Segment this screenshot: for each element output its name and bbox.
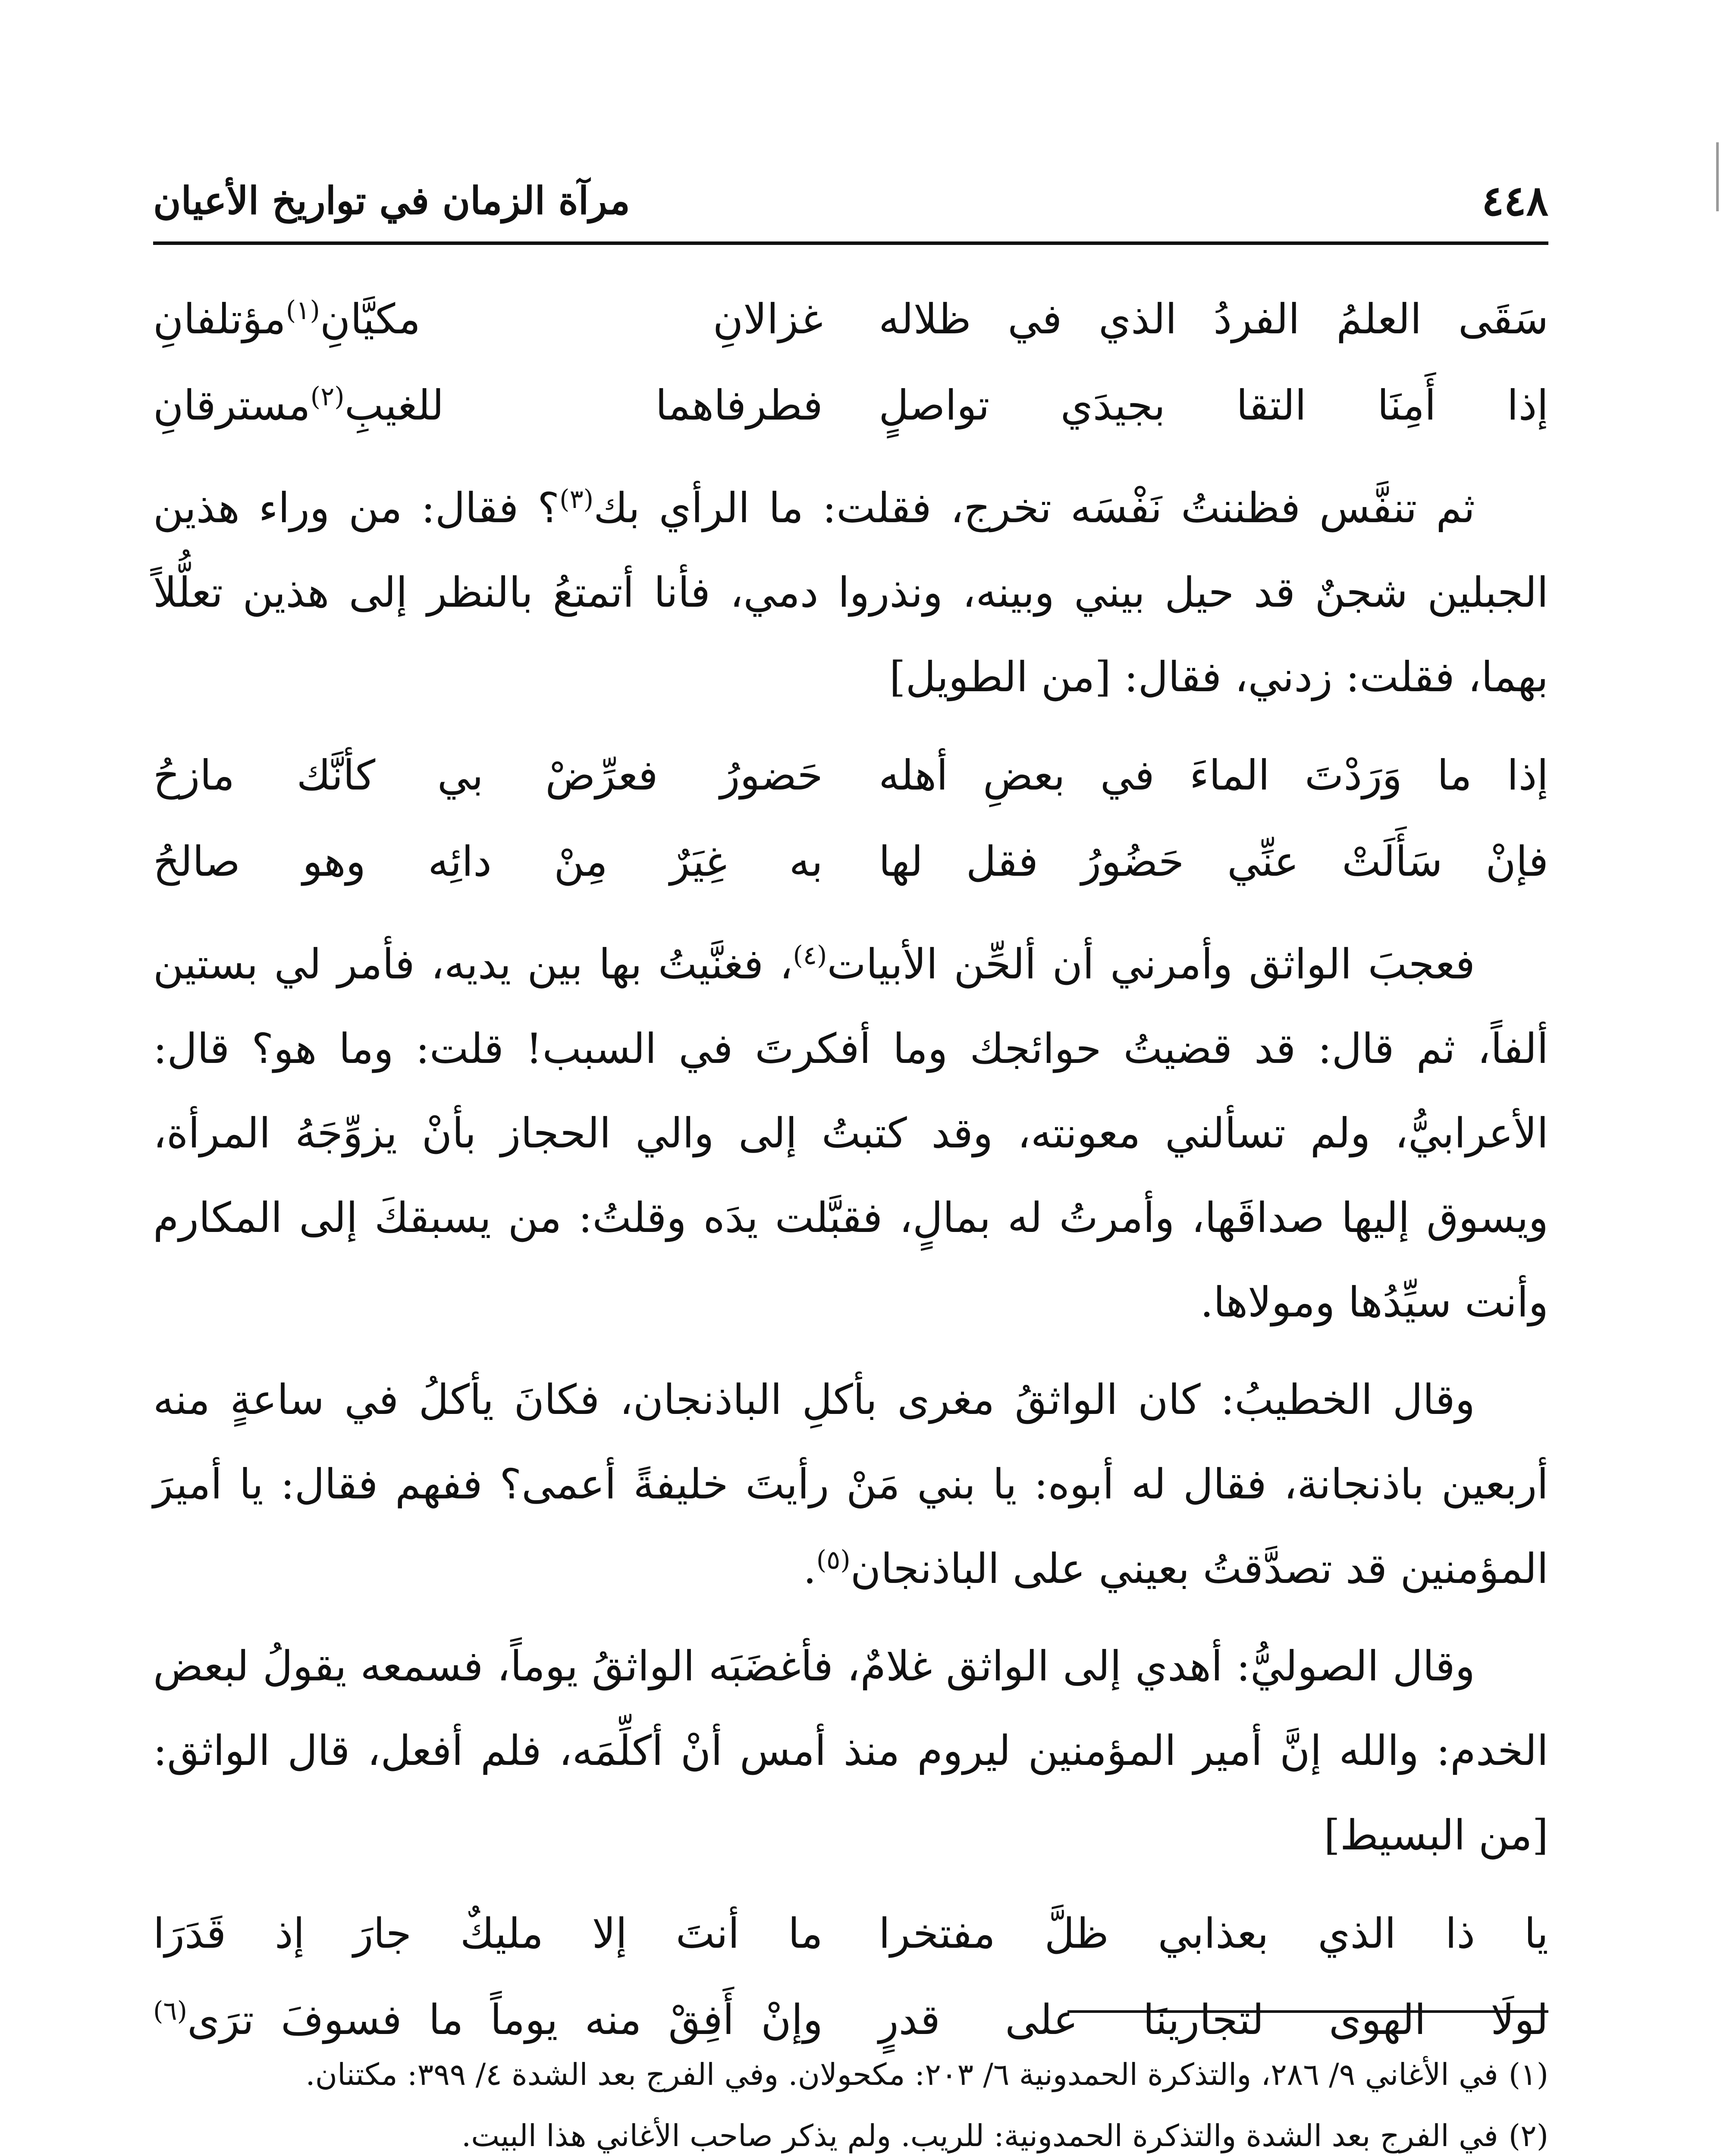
verse-second-hemistich: حَضورُ فعرِّضْ بي كأنَّك مازحُ: [153, 751, 823, 799]
verse-line: [153, 1890, 1548, 1977]
poem-couplets-1: [153, 276, 1548, 448]
paragraph-4: [153, 1624, 1548, 1877]
footnote-ref-3[interactable]: (٣): [559, 484, 594, 514]
verse-line: [153, 362, 1548, 448]
verse-first-hemistich: إذا أَمِنَا التقا بجيدَي تواصلٍ: [879, 381, 1548, 429]
verse-text: وإنْ أَفِقْ منه يوماً ما فسوفَ ترَى: [187, 1996, 823, 2044]
paragraph-text: وقال الخطيبُ: كان الواثقُ مغرى بأكلِ الباذنجان، فكانَ يأكلُ في ساعةٍ منه أربعين باذنجانة، فقال له أبوه: يا بني مَنْ رأيتَ خليفةً أعمى؟ ففهم فقال: يا أميرَ المؤمنين قد تصدَّقتُ بعيني على الباذنجان: [153, 1376, 1549, 1593]
footnote-ref-1[interactable]: (١): [286, 295, 320, 326]
paragraph-2: [153, 922, 1548, 1344]
footnote-item: [153, 2044, 1548, 2105]
verse-second-hemistich: [153, 276, 823, 362]
paragraph-text: ، فغنَّيتُ بها بين يديه، فأمر لي بستين ألفاً، ثم قال: قد قضيتُ حوائجك وما أفكرتَ في السبب! قلت: وما هو؟ قال: الأعرابيُّ، ولم تسألني معونته، وقد كتبتُ إلى والي الحجاز بأنْ يزوِّجَهُ المرأة، ويسوق إليها صداقَها، وأمرتُ له بمالٍ، فقبَّلت يدَه وقلتُ: من يسبقكَ إلى المكارم وأنت سيِّدُها ومولاها.: [153, 940, 1549, 1326]
footnote-number: (١): [1508, 2057, 1548, 2092]
footnote-divider: [1067, 2010, 1548, 2013]
verse-first-hemistich: إذا ما وَرَدْتَ الماءَ في بعضِ أهله: [879, 751, 1548, 799]
verse-line: [153, 818, 1548, 905]
paragraph-text: ؟ فقال: من وراء هذين الجبلين شجنٌ قد حيل بيني وبينه، ونذروا دمي، فأنا أتمتعُ بالنظر إلى هذين تعلُّلاً بهما، فقلت: زدني، فقال: [من الطويل]: [153, 484, 1549, 701]
body-text: [153, 267, 1548, 2080]
book-title: مرآة الزمان في تواريخ الأعيان: [153, 178, 630, 223]
footnotes: [153, 2044, 1548, 2156]
poem-couplets-3: [153, 1890, 1548, 2063]
verse-line: [153, 732, 1548, 818]
footnote-ref-4[interactable]: (٤): [793, 940, 827, 971]
paragraph-text: .: [803, 1545, 816, 1593]
verse-second-hemistich: به غِيَرٌ مِنْ دائِه وهو صالحُ: [153, 837, 823, 886]
verse-text: فطرفاهما للغيبِ: [344, 381, 823, 429]
verse-second-hemistich: [153, 362, 823, 448]
verse-text: مؤتلفانِ: [153, 295, 286, 343]
paragraph-3: [153, 1357, 1548, 1611]
verse-first-hemistich: سَقَى العلمُ الفردُ الذي في ظلاله: [879, 295, 1548, 343]
verse-text: مسترقانِ: [153, 381, 311, 429]
verse-first-hemistich: يا ذا الذي بعذابي ظلَّ مفتخرا: [879, 1909, 1548, 1958]
footnote-ref-2[interactable]: (٢): [310, 382, 345, 412]
page-number: ٤٤٨: [1482, 176, 1548, 225]
verse-second-hemistich: ما أنتَ إلا مليكٌ جارَ إذ قَدَرَا: [153, 1909, 823, 1958]
scan-mark-top: [1716, 142, 1719, 211]
verse-first-hemistich: لولَا الهوى لتجارينَا على قدرٍ: [879, 1996, 1548, 2044]
verse-line: [153, 276, 1548, 362]
footnote-text: في الأغاني ٩/ ٢٨٦، والتذكرة الحمدونية ٦/ ٢٠٣: مكحولان. وفي الفرج بعد الشدة ٤/ ٣٩٩: مكتنان.: [305, 2057, 1498, 2092]
paragraph-text: وقال الصوليُّ: أهدي إلى الواثق غلامٌ، فأغضَبَه الواثقُ يوماً، فسمعه يقولُ لبعض الخدم: والله إنَّ أمير المؤمنين ليروم منذ أمس أنْ أكلِّمَه، فلم أفعل، قال الواثق: [من البسيط]: [153, 1642, 1548, 1859]
paragraph-text: فعجبَ الواثق وأمرني أن ألحِّن الأبيات: [827, 940, 1475, 988]
footnote-ref-6[interactable]: (٦): [153, 1996, 188, 2026]
verse-text: غزالانِ مكيَّانِ: [320, 295, 823, 343]
footnote-ref-5[interactable]: (٥): [816, 1545, 851, 1575]
verse-first-hemistich: فإنْ سَأَلَتْ عنِّي حَضُورُ فقل لها: [879, 837, 1548, 886]
footnote-number: (٢): [1508, 2118, 1548, 2153]
running-header: [153, 168, 1548, 245]
footnote-item: [153, 2105, 1548, 2156]
footnote-text: في الفرج بعد الشدة والتذكرة الحمدونية: للريب. ولم يذكر صاحب الأغاني هذا البيت.: [461, 2118, 1498, 2153]
poem-couplets-2: [153, 732, 1548, 905]
paragraph-text: ثم تنفَّس فظننتُ نَفْسَه تخرج، فقلت: ما الرأي بك: [593, 484, 1475, 532]
paragraph-1: [153, 466, 1548, 719]
